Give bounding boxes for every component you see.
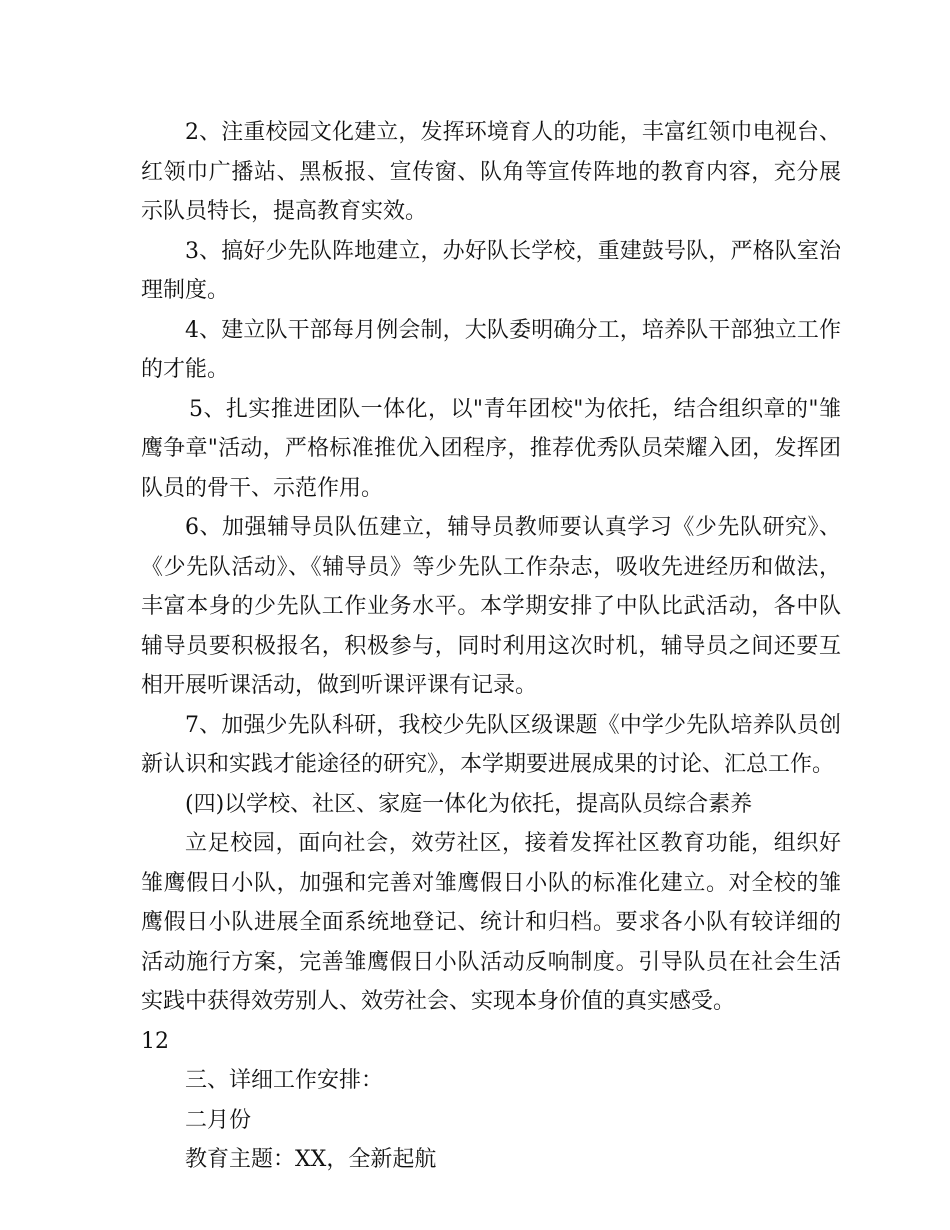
paragraph-item-7: 7、加强少先队科研，我校少先队区级课题《中学少先队培养队员创新认识和实践才能途径的研究》，本学期要进展成果的讨论、汇总工作。	[141, 712, 841, 777]
month-heading: 二月份	[185, 1107, 252, 1133]
paragraph-item-6: 6、加强辅导员队伍建立，辅导员教师要认真学习《少先队研究》、《少先队活动》、《辅导员》等少先队工作杂志，吸收先进经历和做法，丰富本身的少先队工作业务水平。本学期安排了中队比武活动，各中队辅导员要积极报名，积极参与，同时利用这次时机，辅导员之间还要互相开展听课活动，做到听课评课有记录。	[141, 515, 841, 698]
education-theme: 教育主题：XX，全新起航	[185, 1147, 437, 1172]
section-heading-four: (四)以学校、社区、家庭一体化为依托，提高队员综合素养	[185, 791, 753, 817]
paragraph-item-4: 4、建立队干部每月例会制，大队委明确分工，培养队干部独立工作的才能。	[141, 317, 841, 382]
document-body	[141, 113, 841, 1180]
section-heading-three: 三、详细工作安排：	[185, 1068, 384, 1093]
paragraph-item-2: 2、注重校园文化建立，发挥环境育人的功能，丰富红领巾电视台、红领巾广播站、黑板报、宣传窗、队角等宣传阵地的教育内容，充分展示队员特长，提高教育实效。	[141, 120, 841, 224]
paragraph-item-5: 5、扎实推进团队一体化，以"青年团校"为依托，结合组织章的"雏鹰争章"活动，严格标准推优入团程序，推荐优秀队员荣耀入团，发挥团队员的骨干、示范作用。	[141, 396, 841, 501]
paragraph-item-3: 3、搞好少先队阵地建立，办好队长学校，重建鼓号队，严格队室治理制度。	[141, 238, 841, 303]
paragraph-community: 立足校园，面向社会，效劳社区，接着发挥社区教育功能，组织好雏鹰假日小队，加强和完善对雏鹰假日小队的标准化建立。对全校的雏鹰假日小队进展全面系统地登记、统计和归档。要求各小队有较详细的活动施行方案，完善雏鹰假日小队活动反响制度。引导队员在社会生活实践中获得效劳别人、效劳社会、实现本身价值的真实感受。	[141, 831, 841, 1014]
page-number-note: 12	[141, 1028, 169, 1054]
